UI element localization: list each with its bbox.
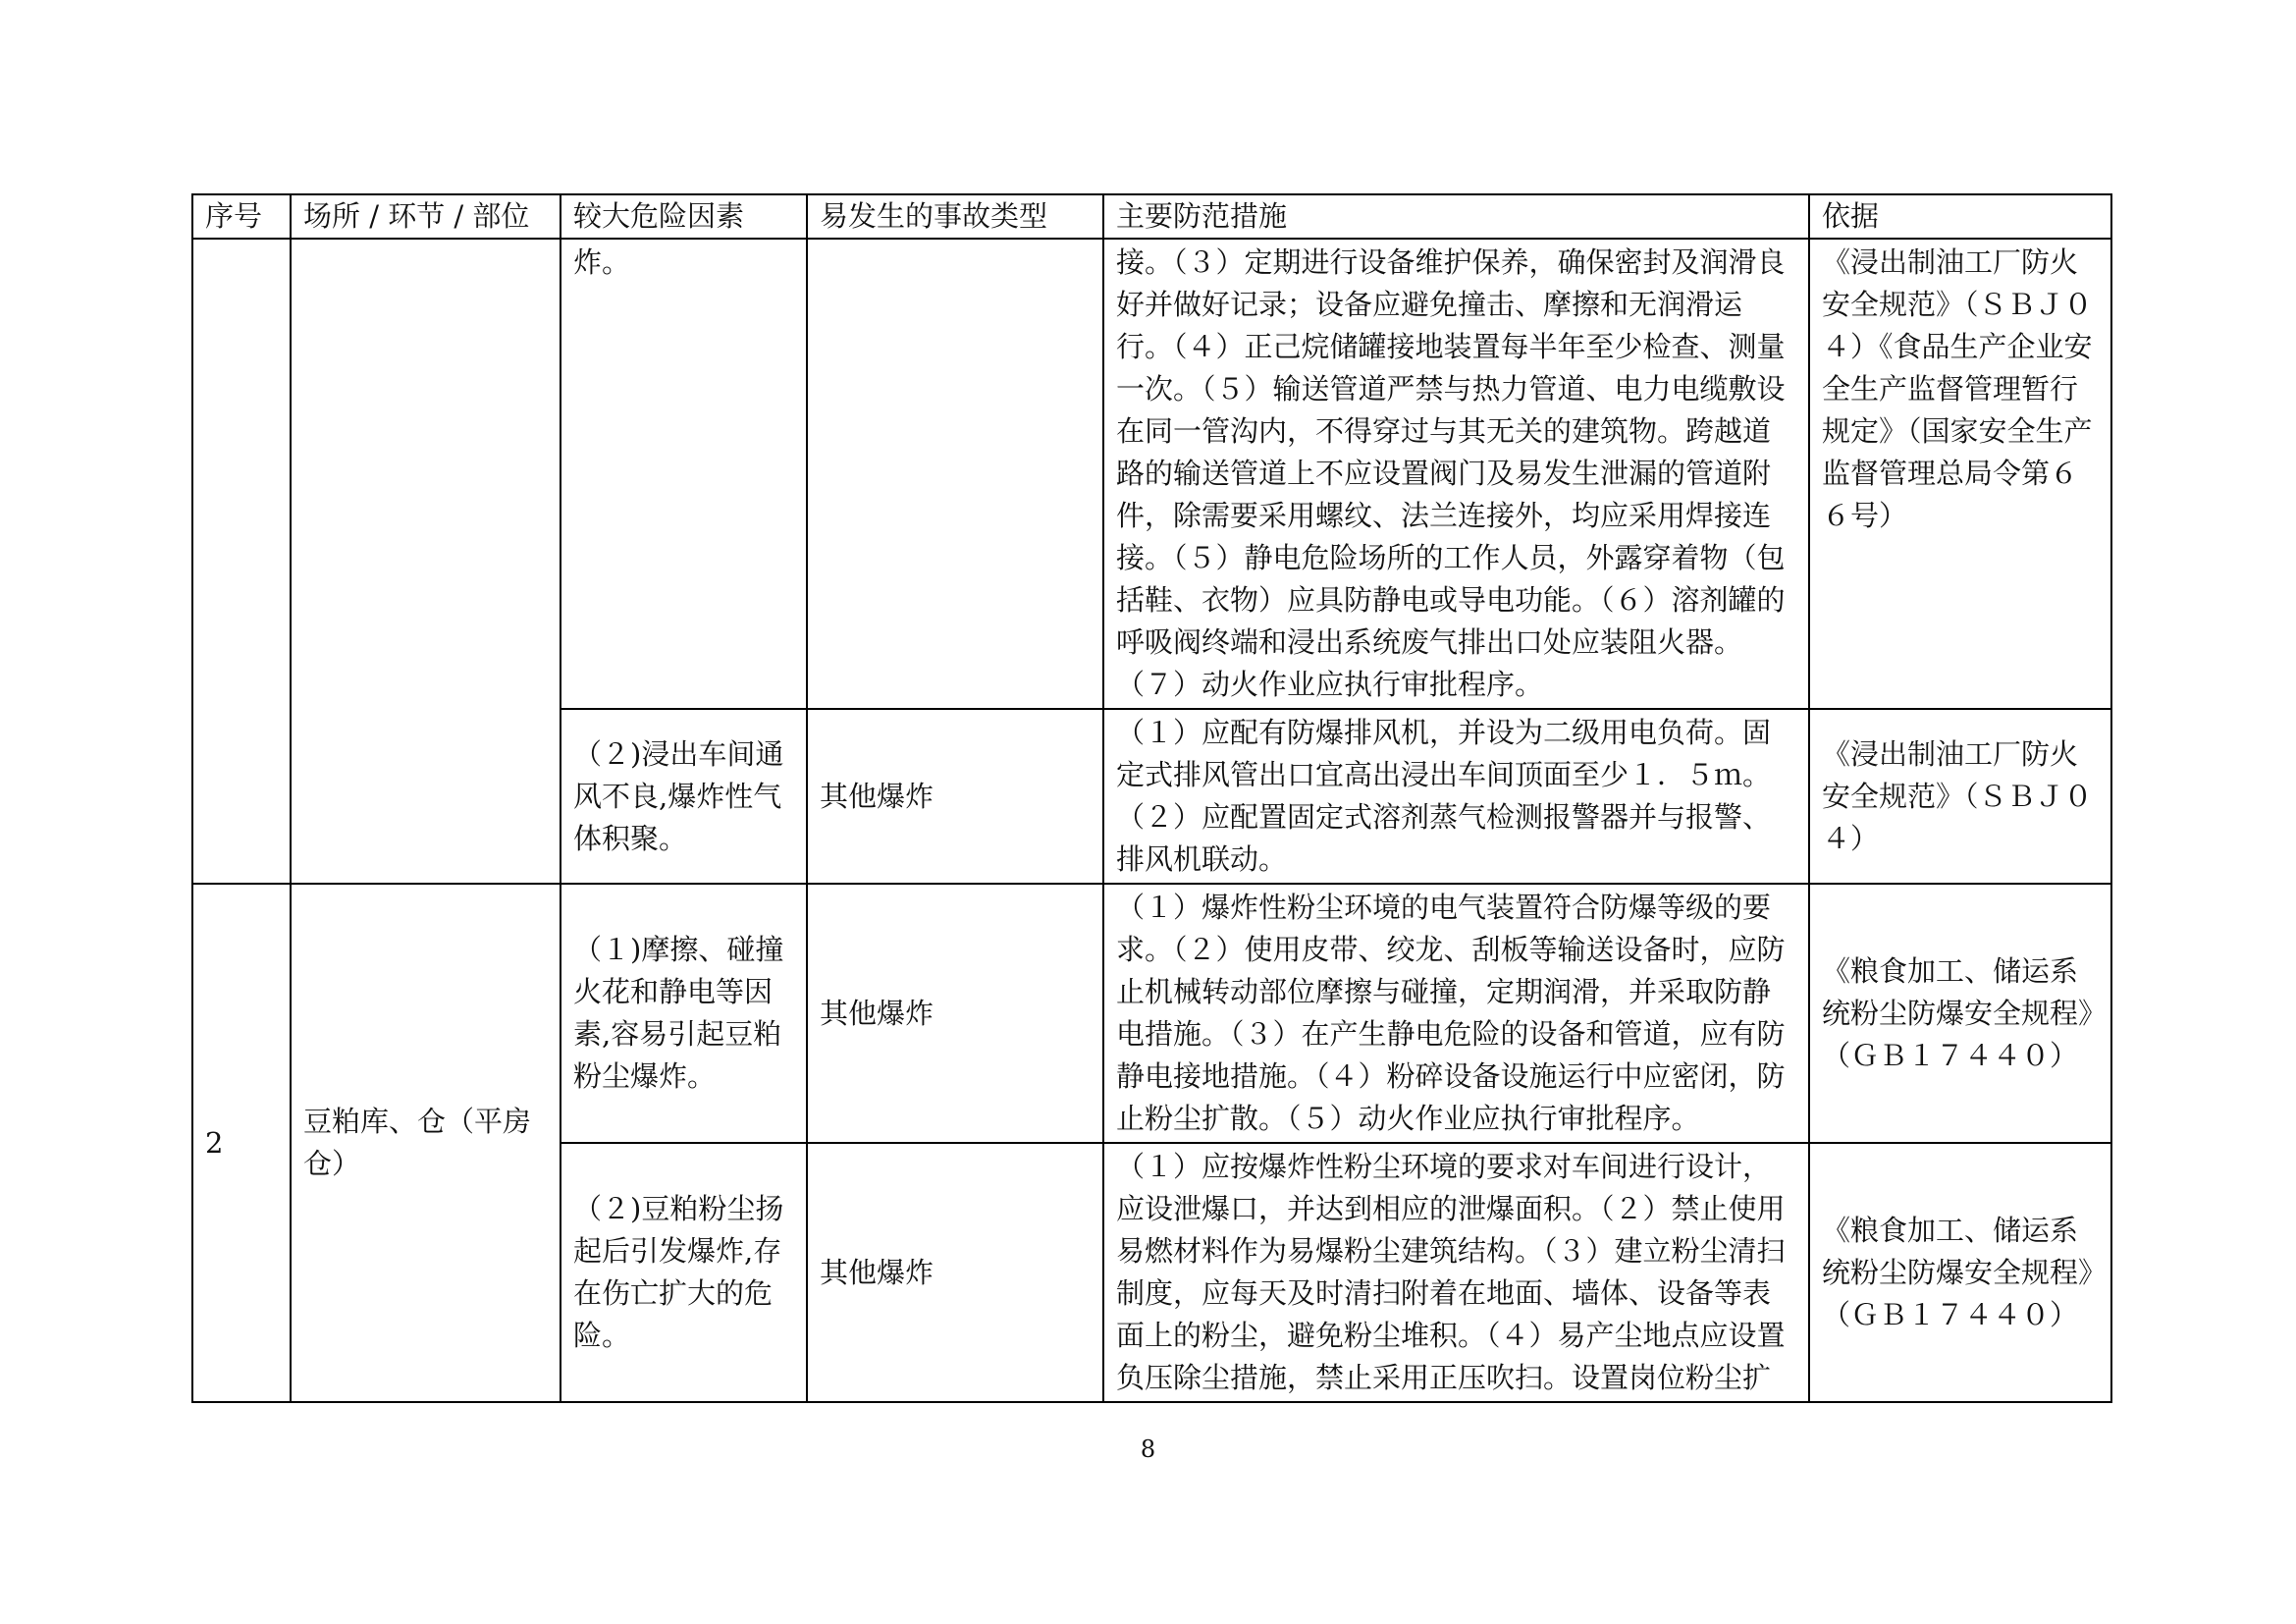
cell-measures: （１）爆炸性粉尘环境的电气装置符合防爆等级的要求。（２）使用皮带、绞龙、刮板等输送设备时，应防止机械转动部位摩擦与碰撞，定期润滑，并采取防静电措施。（３）在产生静电危险的设备和管道，应有防静电接地措施。（４）粉碎设备设施运行中应密闭，防止粉尘扩散。（５）动火作业应执行审批程序。 [1103,884,1809,1143]
header-measures: 主要防范措施 [1103,194,1809,239]
cell-accident: 其他爆炸 [807,1143,1103,1402]
header-factor: 较大危险因素 [561,194,807,239]
cell-accident [807,239,1103,709]
header-basis: 依据 [1809,194,2111,239]
page-number: 8 [1140,1435,1156,1463]
header-no: 序号 [192,194,291,239]
cell-basis: 《粮食加工、储运系统粉尘防爆安全规程》（ＧＢ１７４４０） [1809,884,2111,1143]
table-header-row [192,194,2111,239]
cell-accident: 其他爆炸 [807,709,1103,884]
cell-no [192,239,291,884]
cell-factor: 炸。 [561,239,807,709]
cell-place [291,239,561,884]
cell-accident: 其他爆炸 [807,884,1103,1143]
cell-place: 豆粕库、仓（平房仓） [291,884,561,1402]
header-place: 场所 / 环节 / 部位 [291,194,561,239]
table-row [192,884,2111,1143]
table-row [192,239,2111,709]
cell-basis: 《浸出制油工厂防火安全规范》（ＳＢＪ０４） [1809,709,2111,884]
cell-measures: （１）应按爆炸性粉尘环境的要求对车间进行设计，应设泄爆口，并达到相应的泄爆面积。（２）禁止使用易燃材料作为易爆粉尘建筑结构。（３）建立粉尘清扫制度，应每天及时清扫附着在地面、墙体、设备等表面上的粉尘，避免粉尘堆积。（４）易产尘地点应设置负压除尘措施，禁止采用正压吹扫。设置岗位粉尘扩 [1103,1143,1809,1402]
cell-measures: 接。（３）定期进行设备维护保养，确保密封及润滑良好并做好记录；设备应避免撞击、摩擦和无润滑运行。（４）正己烷储罐接地装置每半年至少检查、测量一次。（５）输送管道严禁与热力管道、电力电缆敷设在同一管沟内，不得穿过与其无关的建筑物。跨越道路的输送管道上不应设置阀门及易发生泄漏的管道附件，除需要采用螺纹、法兰连接外，均应采用焊接连接。（５）静电危险场所的工作人员，外露穿着物（包括鞋、衣物）应具防静电或导电功能。（６）溶剂罐的呼吸阀终端和浸出系统废气排出口处应装阻火器。（７）动火作业应执行审批程序。 [1103,239,1809,709]
cell-factor: （２)浸出车间通风不良,爆炸性气体积聚。 [561,709,807,884]
header-accident: 易发生的事故类型 [807,194,1103,239]
cell-basis: 《粮食加工、储运系统粉尘防爆安全规程》（ＧＢ１７４４０） [1809,1143,2111,1402]
cell-measures: （１）应配有防爆排风机，并设为二级用电负荷。固定式排风管出口宜高出浸出车间顶面至少１．５ｍ。（２）应配置固定式溶剂蒸气检测报警器并与报警、排风机联动。 [1103,709,1809,884]
cell-basis: 《浸出制油工厂防火安全规范》（ＳＢＪ０４）《食品生产企业安全生产监督管理暂行规定》（国家安全生产监督管理总局令第６６号） [1809,239,2111,709]
risk-table [191,193,2112,1403]
cell-factor: （２)豆粕粉尘扬起后引发爆炸,存在伤亡扩大的危险。 [561,1143,807,1402]
cell-factor: （１)摩擦、碰撞火花和静电等因素,容易引起豆粕粉尘爆炸。 [561,884,807,1143]
cell-no: 2 [192,884,291,1402]
